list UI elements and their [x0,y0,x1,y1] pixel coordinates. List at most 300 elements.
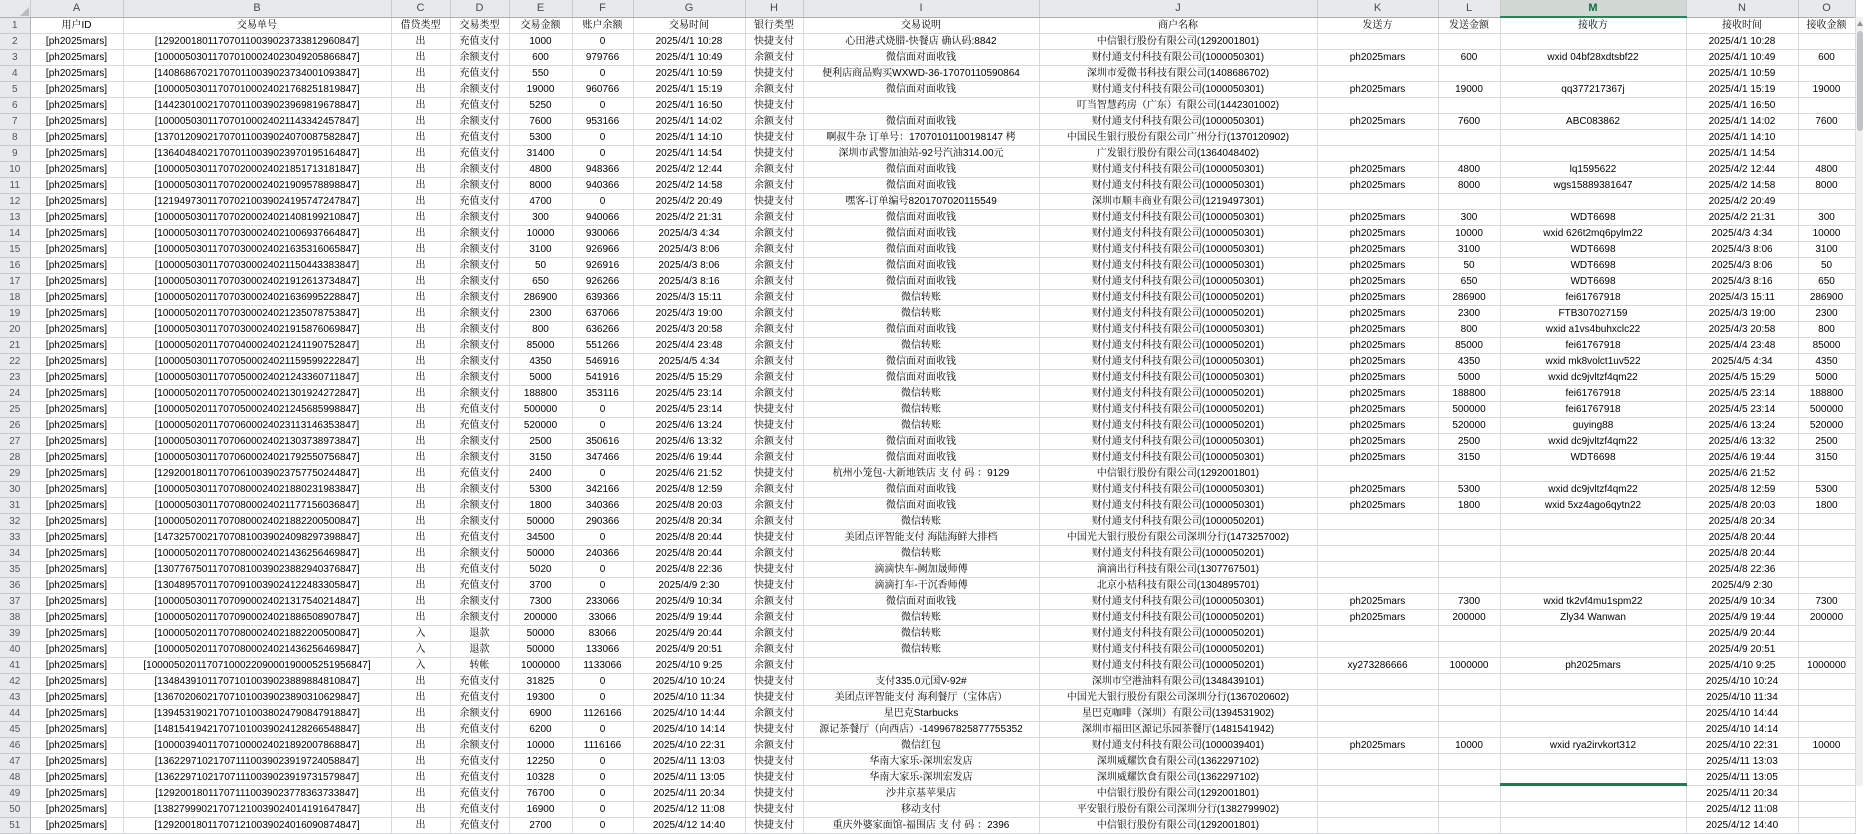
cell-K12[interactable] [1317,194,1438,210]
row-header-10[interactable]: 10 [0,162,30,178]
cell-A32[interactable]: [ph2025mars] [30,514,123,530]
cell-A26[interactable]: [ph2025mars] [30,418,123,434]
cell-L22[interactable]: 4350 [1438,354,1500,370]
row-header-14[interactable]: 14 [0,226,30,242]
cell-F38[interactable]: 33066 [572,610,633,626]
cell-J4[interactable]: 深圳市爱微书科技有限公司(1408686702) [1039,66,1317,82]
cell-I40[interactable]: 微信转账 [803,642,1039,658]
cell-J24[interactable]: 财付通支付科技有限公司(1000050201) [1039,386,1317,402]
cell-J35[interactable]: 滴滴出行科技有限公司(1307767501) [1039,562,1317,578]
cell-D27[interactable]: 余额支付 [450,434,509,450]
cell-B11[interactable]: [100005030117070200024021909578898847] [123,178,391,194]
cell-H28[interactable]: 余额支付 [745,450,803,466]
cell-B15[interactable]: [100005030117070300024021635316065847] [123,242,391,258]
cell-E16[interactable]: 50 [509,258,572,274]
cell-M35[interactable] [1500,562,1686,578]
cell-L28[interactable]: 3150 [1438,450,1500,466]
cell-D33[interactable]: 充值支付 [450,530,509,546]
cell-J5[interactable]: 财付通支付科技有限公司(1000050301) [1039,82,1317,98]
row-header-17[interactable]: 17 [0,274,30,290]
cell-B46[interactable]: [100003940117071000024021892007868847] [123,738,391,754]
cell-K43[interactable] [1317,690,1438,706]
cell-H4[interactable]: 快捷支付 [745,66,803,82]
cell-K45[interactable] [1317,722,1438,738]
cell-M26[interactable]: guying88 [1500,418,1686,434]
cell-O44[interactable] [1798,706,1855,722]
cell-J45[interactable]: 深圳市福田区源记乐园茶餐厅(1481541942) [1039,722,1317,738]
cell-J23[interactable]: 财付通支付科技有限公司(1000050301) [1039,370,1317,386]
cell-E23[interactable]: 5000 [509,370,572,386]
cell-L35[interactable] [1438,562,1500,578]
cell-F34[interactable]: 240366 [572,546,633,562]
cell-E37[interactable]: 7300 [509,594,572,610]
cell-M41[interactable]: ph2025mars [1500,658,1686,674]
cell-M32[interactable] [1500,514,1686,530]
cell-H11[interactable]: 余额支付 [745,178,803,194]
cell-E26[interactable]: 520000 [509,418,572,434]
cell-A14[interactable]: [ph2025mars] [30,226,123,242]
cell-B51[interactable]: [129200180117071210039024016090874847] [123,818,391,834]
cell-J8[interactable]: 中国民生银行股份有限公司广州分行(1370120902) [1039,130,1317,146]
cell-K16[interactable]: ph2025mars [1317,258,1438,274]
cell-I31[interactable]: 微信面对面收钱 [803,498,1039,514]
cell-M16[interactable]: WDT6698 [1500,258,1686,274]
cell-H22[interactable]: 余额支付 [745,354,803,370]
cell-F23[interactable]: 541916 [572,370,633,386]
cell-C38[interactable]: 出 [391,610,450,626]
cell-B29[interactable]: [129200180117070610039023757750244847] [123,466,391,482]
cell-N48[interactable]: 2025/4/11 13:05 [1686,770,1798,786]
cell-C15[interactable]: 出 [391,242,450,258]
cell-C1[interactable]: 借贷类型 [391,17,450,34]
cell-C25[interactable]: 出 [391,402,450,418]
cell-C45[interactable]: 出 [391,722,450,738]
cell-B36[interactable]: [130489570117070910039024122483305847] [123,578,391,594]
cell-D16[interactable]: 余额支付 [450,258,509,274]
cell-N30[interactable]: 2025/4/8 12:59 [1686,482,1798,498]
cell-A47[interactable]: [ph2025mars] [30,754,123,770]
cell-H34[interactable]: 余额支付 [745,546,803,562]
cell-C22[interactable]: 出 [391,354,450,370]
cell-A38[interactable]: [ph2025mars] [30,610,123,626]
cell-H15[interactable]: 余额支付 [745,242,803,258]
cell-K13[interactable]: ph2025mars [1317,210,1438,226]
cell-N22[interactable]: 2025/4/5 4:34 [1686,354,1798,370]
cell-G28[interactable]: 2025/4/6 19:44 [633,450,745,466]
cell-D12[interactable]: 充值支付 [450,194,509,210]
cell-O37[interactable]: 7300 [1798,594,1855,610]
cell-K34[interactable] [1317,546,1438,562]
cell-D46[interactable]: 余额支付 [450,738,509,754]
row-header-35[interactable]: 35 [0,562,30,578]
cell-A39[interactable]: [ph2025mars] [30,626,123,642]
cell-K30[interactable]: ph2025mars [1317,482,1438,498]
cell-H45[interactable]: 快捷支付 [745,722,803,738]
cell-H23[interactable]: 余额支付 [745,370,803,386]
cell-B28[interactable]: [100005030117070600024021792550756847] [123,450,391,466]
cell-I42[interactable]: 支付335.0元国V-92# [803,674,1039,690]
cell-G39[interactable]: 2025/4/9 20:44 [633,626,745,642]
cell-L30[interactable]: 5300 [1438,482,1500,498]
cell-C39[interactable]: 入 [391,626,450,642]
cell-F16[interactable]: 926916 [572,258,633,274]
cell-D45[interactable]: 充值支付 [450,722,509,738]
cell-I21[interactable]: 微信转账 [803,338,1039,354]
cell-L29[interactable] [1438,466,1500,482]
cell-L16[interactable]: 50 [1438,258,1500,274]
cell-J19[interactable]: 财付通支付科技有限公司(1000050201) [1039,306,1317,322]
cell-I6[interactable] [803,98,1039,114]
cell-B23[interactable]: [100005030117070500024021243360711847] [123,370,391,386]
cell-D15[interactable]: 余额支付 [450,242,509,258]
cell-A1[interactable]: 用户ID [30,17,123,34]
cell-M34[interactable] [1500,546,1686,562]
cell-G4[interactable]: 2025/4/1 10:59 [633,66,745,82]
cell-B17[interactable]: [100005030117070300024021912613734847] [123,274,391,290]
cell-N40[interactable]: 2025/4/9 20:51 [1686,642,1798,658]
cell-J17[interactable]: 财付通支付科技有限公司(1000050301) [1039,274,1317,290]
cell-C34[interactable]: 出 [391,546,450,562]
cell-A34[interactable]: [ph2025mars] [30,546,123,562]
row-header-42[interactable]: 42 [0,674,30,690]
scroll-up-button[interactable] [1856,17,1864,29]
row-header-41[interactable]: 41 [0,658,30,674]
cell-E19[interactable]: 2300 [509,306,572,322]
cell-D41[interactable]: 转帐 [450,658,509,674]
cell-L41[interactable]: 1000000 [1438,658,1500,674]
cell-G44[interactable]: 2025/4/10 14:44 [633,706,745,722]
cell-E18[interactable]: 286900 [509,290,572,306]
cell-E12[interactable]: 4700 [509,194,572,210]
cell-L3[interactable]: 600 [1438,50,1500,66]
cell-C43[interactable]: 出 [391,690,450,706]
cell-O46[interactable]: 10000 [1798,738,1855,754]
cell-B3[interactable]: [100005030117070100024023049205866847] [123,50,391,66]
cell-C5[interactable]: 出 [391,82,450,98]
cell-L23[interactable]: 5000 [1438,370,1500,386]
cell-B24[interactable]: [100005020117070500024021301924272847] [123,386,391,402]
column-header-N[interactable]: N [1686,0,1798,17]
cell-C33[interactable]: 出 [391,530,450,546]
cell-I27[interactable]: 微信面对面收钱 [803,434,1039,450]
cell-F4[interactable]: 0 [572,66,633,82]
cell-L47[interactable] [1438,754,1500,770]
cell-A30[interactable]: [ph2025mars] [30,482,123,498]
cell-M5[interactable]: qq377217367j [1500,82,1686,98]
cell-K14[interactable]: ph2025mars [1317,226,1438,242]
cell-K38[interactable]: ph2025mars [1317,610,1438,626]
cell-M4[interactable] [1500,66,1686,82]
cell-N21[interactable]: 2025/4/4 23:48 [1686,338,1798,354]
cell-L15[interactable]: 3100 [1438,242,1500,258]
cell-I15[interactable]: 微信面对面收钱 [803,242,1039,258]
cell-N2[interactable]: 2025/4/1 10:28 [1686,34,1798,50]
cell-I32[interactable]: 微信转账 [803,514,1039,530]
cell-C32[interactable]: 出 [391,514,450,530]
cell-A50[interactable]: [ph2025mars] [30,802,123,818]
cell-C18[interactable]: 出 [391,290,450,306]
cell-N8[interactable]: 2025/4/1 14:10 [1686,130,1798,146]
cell-D32[interactable]: 余额支付 [450,514,509,530]
cell-F21[interactable]: 551266 [572,338,633,354]
cell-L17[interactable]: 650 [1438,274,1500,290]
cell-L4[interactable] [1438,66,1500,82]
cell-C40[interactable]: 入 [391,642,450,658]
cell-C44[interactable]: 出 [391,706,450,722]
cell-E14[interactable]: 10000 [509,226,572,242]
cell-F8[interactable]: 0 [572,130,633,146]
cell-N35[interactable]: 2025/4/8 22:36 [1686,562,1798,578]
cell-C6[interactable]: 出 [391,98,450,114]
cell-D37[interactable]: 余额支付 [450,594,509,610]
cell-M29[interactable] [1500,466,1686,482]
cell-M30[interactable]: wxid dc9jvltzf4qm22 [1500,482,1686,498]
cell-N44[interactable]: 2025/4/10 14:44 [1686,706,1798,722]
cell-C27[interactable]: 出 [391,434,450,450]
cell-A41[interactable]: [ph2025mars] [30,658,123,674]
cell-I49[interactable]: 沙井京基苹果店 [803,786,1039,802]
cell-B30[interactable]: [100005030117070800024021880231983847] [123,482,391,498]
cell-E9[interactable]: 31400 [509,146,572,162]
cell-A42[interactable]: [ph2025mars] [30,674,123,690]
cell-M46[interactable]: wxid rya2irvkort312 [1500,738,1686,754]
cell-H40[interactable]: 余额支付 [745,642,803,658]
cell-L21[interactable]: 85000 [1438,338,1500,354]
row-header-37[interactable]: 37 [0,594,30,610]
cell-H6[interactable]: 快捷支付 [745,98,803,114]
cell-B1[interactable]: 交易单号 [123,17,391,34]
cell-N17[interactable]: 2025/4/3 8:16 [1686,274,1798,290]
cell-H32[interactable]: 余额支付 [745,514,803,530]
cell-B9[interactable]: [136404840217070110039023970195164847] [123,146,391,162]
cell-M8[interactable] [1500,130,1686,146]
cell-L50[interactable] [1438,802,1500,818]
cell-N11[interactable]: 2025/4/2 14:58 [1686,178,1798,194]
cell-A31[interactable]: [ph2025mars] [30,498,123,514]
cell-H14[interactable]: 余额支付 [745,226,803,242]
row-header-11[interactable]: 11 [0,178,30,194]
cell-N36[interactable]: 2025/4/9 2:30 [1686,578,1798,594]
cell-E30[interactable]: 5300 [509,482,572,498]
cell-K23[interactable]: ph2025mars [1317,370,1438,386]
cell-L27[interactable]: 2500 [1438,434,1500,450]
cell-B49[interactable]: [129200180117071110039023778363733847] [123,786,391,802]
cell-I3[interactable]: 微信面对面收钱 [803,50,1039,66]
cell-C29[interactable]: 出 [391,466,450,482]
cell-H12[interactable]: 快捷支付 [745,194,803,210]
row-header-13[interactable]: 13 [0,210,30,226]
cell-I45[interactable]: 源记茶餐厅（向西店）-149967825877755352 [803,722,1039,738]
cell-N31[interactable]: 2025/4/8 20:03 [1686,498,1798,514]
row-header-8[interactable]: 8 [0,130,30,146]
cell-B39[interactable]: [100005020117070800024021882200500847] [123,626,391,642]
column-header-D[interactable]: D [450,0,509,17]
cell-D7[interactable]: 余额支付 [450,114,509,130]
cell-L1[interactable]: 发送金额 [1438,17,1500,34]
cell-A35[interactable]: [ph2025mars] [30,562,123,578]
cell-O14[interactable]: 10000 [1798,226,1855,242]
cell-B31[interactable]: [100005030117070800024021177156036847] [123,498,391,514]
cell-K19[interactable]: ph2025mars [1317,306,1438,322]
cell-B50[interactable]: [138279990217071210039024014191647847] [123,802,391,818]
cell-F43[interactable]: 0 [572,690,633,706]
cell-B42[interactable]: [134843910117071010039023889884810847] [123,674,391,690]
cell-H36[interactable]: 快捷支付 [745,578,803,594]
cell-H8[interactable]: 快捷支付 [745,130,803,146]
cell-I44[interactable]: 星巴克Starbucks [803,706,1039,722]
cell-I50[interactable]: 移动支付 [803,802,1039,818]
cell-C4[interactable]: 出 [391,66,450,82]
cell-J51[interactable]: 中信银行股份有限公司(1292001801) [1039,818,1317,834]
cell-I25[interactable]: 微信转账 [803,402,1039,418]
row-header-28[interactable]: 28 [0,450,30,466]
cell-A20[interactable]: [ph2025mars] [30,322,123,338]
cell-I26[interactable]: 微信转账 [803,418,1039,434]
cell-A18[interactable]: [ph2025mars] [30,290,123,306]
column-header-A[interactable]: A [30,0,123,17]
cell-M42[interactable] [1500,674,1686,690]
cell-E39[interactable]: 50000 [509,626,572,642]
row-header-39[interactable]: 39 [0,626,30,642]
cell-I19[interactable]: 微信转账 [803,306,1039,322]
cell-G40[interactable]: 2025/4/9 20:51 [633,642,745,658]
cell-I9[interactable]: 深圳市武警加油站-92号汽油314.00元 [803,146,1039,162]
row-header-3[interactable]: 3 [0,50,30,66]
cell-K6[interactable] [1317,98,1438,114]
cell-H29[interactable]: 快捷支付 [745,466,803,482]
cell-D19[interactable]: 余额支付 [450,306,509,322]
cell-K24[interactable]: ph2025mars [1317,386,1438,402]
cell-J27[interactable]: 财付通支付科技有限公司(1000050301) [1039,434,1317,450]
row-header-16[interactable]: 16 [0,258,30,274]
column-header-O[interactable]: O [1798,0,1855,17]
cell-D6[interactable]: 充值支付 [450,98,509,114]
cell-O35[interactable] [1798,562,1855,578]
cell-E51[interactable]: 2700 [509,818,572,834]
cell-J11[interactable]: 财付通支付科技有限公司(1000050301) [1039,178,1317,194]
cell-L7[interactable]: 7600 [1438,114,1500,130]
cell-M19[interactable]: FTB307027159 [1500,306,1686,322]
cell-F15[interactable]: 926966 [572,242,633,258]
cell-N13[interactable]: 2025/4/2 21:31 [1686,210,1798,226]
cell-M45[interactable] [1500,722,1686,738]
cell-N50[interactable]: 2025/4/12 11:08 [1686,802,1798,818]
cell-D20[interactable]: 余额支付 [450,322,509,338]
cell-E20[interactable]: 800 [509,322,572,338]
cell-E46[interactable]: 10000 [509,738,572,754]
cell-C36[interactable]: 出 [391,578,450,594]
cell-I7[interactable]: 微信面对面收钱 [803,114,1039,130]
cell-G22[interactable]: 2025/4/5 4:34 [633,354,745,370]
cell-G38[interactable]: 2025/4/9 19:44 [633,610,745,626]
cell-I1[interactable]: 交易说明 [803,17,1039,34]
cell-J21[interactable]: 财付通支付科技有限公司(1000050201) [1039,338,1317,354]
cell-A7[interactable]: [ph2025mars] [30,114,123,130]
cell-E28[interactable]: 3150 [509,450,572,466]
cell-G8[interactable]: 2025/4/1 14:10 [633,130,745,146]
select-all-corner[interactable] [0,0,30,17]
cell-M1[interactable]: 接收方 [1500,17,1686,34]
cell-C26[interactable]: 出 [391,418,450,434]
cell-K11[interactable]: ph2025mars [1317,178,1438,194]
cell-O42[interactable] [1798,674,1855,690]
cell-E36[interactable]: 3700 [509,578,572,594]
cell-I24[interactable]: 微信转账 [803,386,1039,402]
cell-M36[interactable] [1500,578,1686,594]
cell-F35[interactable]: 0 [572,562,633,578]
cell-A24[interactable]: [ph2025mars] [30,386,123,402]
row-header-36[interactable]: 36 [0,578,30,594]
cell-F3[interactable]: 979766 [572,50,633,66]
cell-L8[interactable] [1438,130,1500,146]
cell-B12[interactable]: [121949730117070210039024195747247847] [123,194,391,210]
cell-O38[interactable]: 200000 [1798,610,1855,626]
cell-N1[interactable]: 接收时间 [1686,17,1798,34]
cell-J37[interactable]: 财付通支付科技有限公司(1000050301) [1039,594,1317,610]
cell-O11[interactable]: 8000 [1798,178,1855,194]
cell-L26[interactable]: 520000 [1438,418,1500,434]
cell-B22[interactable]: [100005030117070500024021159599222847] [123,354,391,370]
cell-B37[interactable]: [100005030117070900024021317540214847] [123,594,391,610]
cell-K3[interactable]: ph2025mars [1317,50,1438,66]
cell-E4[interactable]: 550 [509,66,572,82]
cell-C24[interactable]: 出 [391,386,450,402]
cell-M27[interactable]: wxid dc9jvltzf4qm22 [1500,434,1686,450]
cell-H21[interactable]: 余额支付 [745,338,803,354]
cell-M50[interactable] [1500,802,1686,818]
cell-O10[interactable]: 4800 [1798,162,1855,178]
row-header-48[interactable]: 48 [0,770,30,786]
cell-M31[interactable]: wxid 5xz4ago6qytn22 [1500,498,1686,514]
cell-O25[interactable]: 500000 [1798,402,1855,418]
cell-K47[interactable] [1317,754,1438,770]
row-header-19[interactable]: 19 [0,306,30,322]
row-header-21[interactable]: 21 [0,338,30,354]
cell-A9[interactable]: [ph2025mars] [30,146,123,162]
cell-M51[interactable] [1500,818,1686,834]
cell-K32[interactable] [1317,514,1438,530]
row-header-7[interactable]: 7 [0,114,30,130]
cell-A17[interactable]: [ph2025mars] [30,274,123,290]
cell-L31[interactable]: 1800 [1438,498,1500,514]
cell-D28[interactable]: 余额支付 [450,450,509,466]
cell-A25[interactable]: [ph2025mars] [30,402,123,418]
cell-K1[interactable]: 发送方 [1317,17,1438,34]
cell-O12[interactable] [1798,194,1855,210]
cell-C10[interactable]: 出 [391,162,450,178]
cell-E15[interactable]: 3100 [509,242,572,258]
cell-L37[interactable]: 7300 [1438,594,1500,610]
cell-E24[interactable]: 188800 [509,386,572,402]
cell-B8[interactable]: [137012090217070110039024070087582847] [123,130,391,146]
cell-C42[interactable]: 出 [391,674,450,690]
cell-N28[interactable]: 2025/4/6 19:44 [1686,450,1798,466]
row-header-51[interactable]: 51 [0,818,30,834]
cell-F44[interactable]: 1126166 [572,706,633,722]
cell-L44[interactable] [1438,706,1500,722]
cell-C14[interactable]: 出 [391,226,450,242]
cell-D39[interactable]: 退款 [450,626,509,642]
cell-B25[interactable]: [100005020117070500024021245685998847] [123,402,391,418]
cell-H47[interactable]: 快捷支付 [745,754,803,770]
cell-J26[interactable]: 财付通支付科技有限公司(1000050201) [1039,418,1317,434]
cell-G51[interactable]: 2025/4/12 14:40 [633,818,745,834]
cell-O30[interactable]: 5300 [1798,482,1855,498]
cell-N24[interactable]: 2025/4/5 23:14 [1686,386,1798,402]
cell-J33[interactable]: 中国光大银行股份有限公司深圳分行(1473257002) [1039,530,1317,546]
cell-M28[interactable]: WDT6698 [1500,450,1686,466]
column-header-F[interactable]: F [572,0,633,17]
